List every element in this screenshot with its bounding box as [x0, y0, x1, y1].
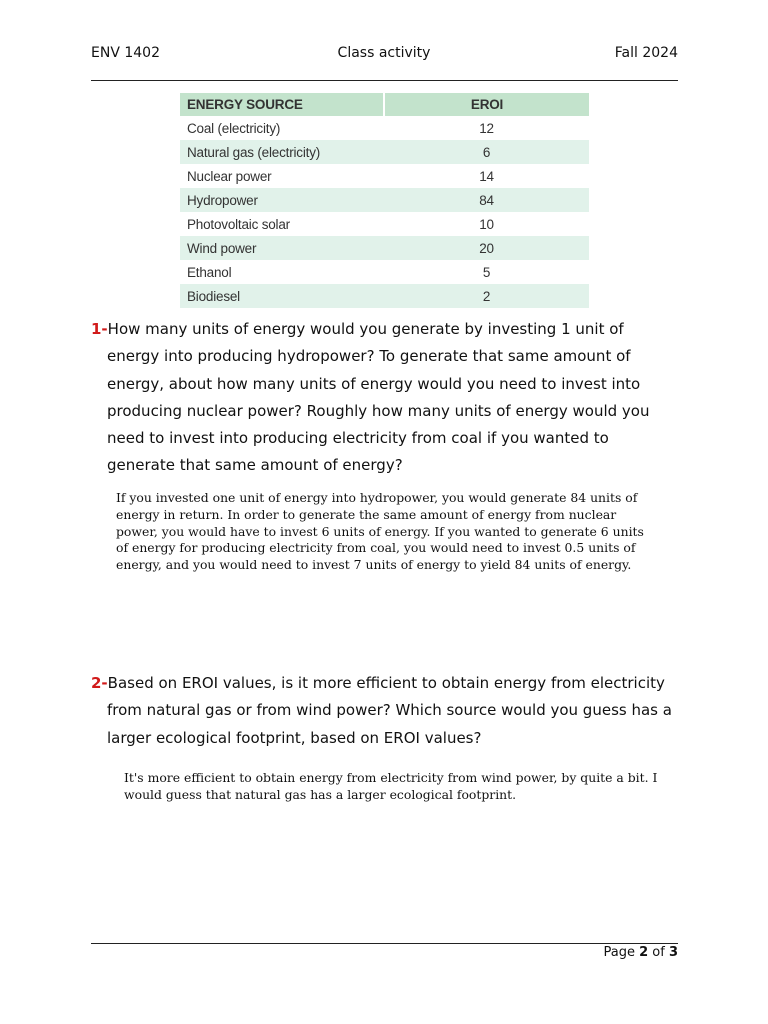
eroi-cell: 10: [384, 212, 589, 236]
of-word: of: [652, 945, 665, 960]
table-row: [180, 164, 589, 188]
eroi-cell: 12: [384, 116, 589, 140]
eroi-table: [180, 93, 589, 308]
table-header-row: [180, 93, 589, 116]
table-row: [180, 116, 589, 140]
answer-line: energy in return. In order to generate the same amount of energy from nuclear: [116, 506, 617, 522]
table-row: [180, 284, 589, 308]
table-row: [180, 236, 589, 260]
question-1: [91, 316, 691, 480]
page-word: Page: [603, 945, 635, 960]
answer-line: It's more efficient to obtain energy from electricity from wind power, by quite a bit. I: [124, 770, 658, 785]
answer-line: If you invested one unit of energy into hydropower, you would generate 84 units of: [116, 490, 638, 505]
energy-source-cell: Nuclear power: [180, 164, 384, 188]
header-divider: [91, 80, 678, 81]
table-row: [180, 188, 589, 212]
question-2: [91, 670, 691, 752]
energy-source-cell: Ethanol: [180, 260, 384, 284]
question-number: 2-: [91, 674, 108, 692]
table-row: [180, 212, 589, 236]
document-title: Class activity: [337, 45, 431, 61]
energy-source-cell: Hydropower: [180, 188, 384, 212]
question-2-line: larger ecological footprint, based on EROI values?: [107, 728, 482, 747]
eroi-cell: 84: [384, 188, 589, 212]
answer-line: of energy for producing electricity from coal, you would need to invest 0.5 units of: [116, 540, 636, 556]
answer-line: would guess that natural gas has a larger ecological footprint.: [124, 786, 517, 802]
current-page: 2: [639, 945, 649, 960]
question-2-line: [91, 670, 691, 697]
question-1-line: energy, about how many units of energy would you need to invest into: [107, 374, 641, 393]
footer-divider: [91, 943, 678, 944]
answer-1: [116, 490, 644, 574]
question-2-line: from natural gas or from wind power? Which source would you guess has a: [107, 701, 672, 720]
question-1-line: [91, 316, 691, 343]
eroi-cell: 5: [384, 260, 589, 284]
answer-2: [124, 770, 657, 804]
question-1-line: energy into producing hydropower? To generate that same amount of: [107, 347, 631, 366]
table-row: [180, 260, 589, 284]
energy-source-cell: Photovoltaic solar: [180, 212, 384, 236]
column-header-energy-source: ENERGY SOURCE: [180, 93, 384, 116]
eroi-cell: 20: [384, 236, 589, 260]
energy-source-cell: Wind power: [180, 236, 384, 260]
question-1-line: producing nuclear power? Roughly how many units of energy would you: [107, 401, 650, 420]
energy-source-cell: Biodiesel: [180, 284, 384, 308]
table-row: [180, 140, 589, 164]
question-text: How many units of energy would you generate by investing 1 unit of: [107, 320, 624, 338]
question-text: Based on EROI values, is it more efficient to obtain energy from electricity: [107, 674, 665, 692]
answer-line: energy, and you would need to invest 7 units of energy to yield 84 units of energy.: [116, 557, 632, 573]
question-1-line: need to invest into producing electricity from coal if you wanted to: [107, 429, 609, 448]
eroi-cell: 6: [384, 140, 589, 164]
total-pages: 3: [668, 945, 678, 960]
eroi-cell: 14: [384, 164, 589, 188]
answer-line: power, you would have to invest 6 units of energy. If you wanted to generate 6 units: [116, 523, 644, 539]
question-number: 1-: [91, 320, 108, 338]
page-indicator: [603, 945, 678, 960]
question-1-line: generate that same amount of energy?: [107, 456, 403, 475]
column-header-eroi: EROI: [384, 93, 589, 116]
course-code: ENV 1402: [91, 45, 160, 61]
term: Fall 2024: [614, 45, 678, 61]
eroi-cell: 2: [384, 284, 589, 308]
energy-source-cell: Coal (electricity): [180, 116, 384, 140]
energy-source-cell: Natural gas (electricity): [180, 140, 384, 164]
